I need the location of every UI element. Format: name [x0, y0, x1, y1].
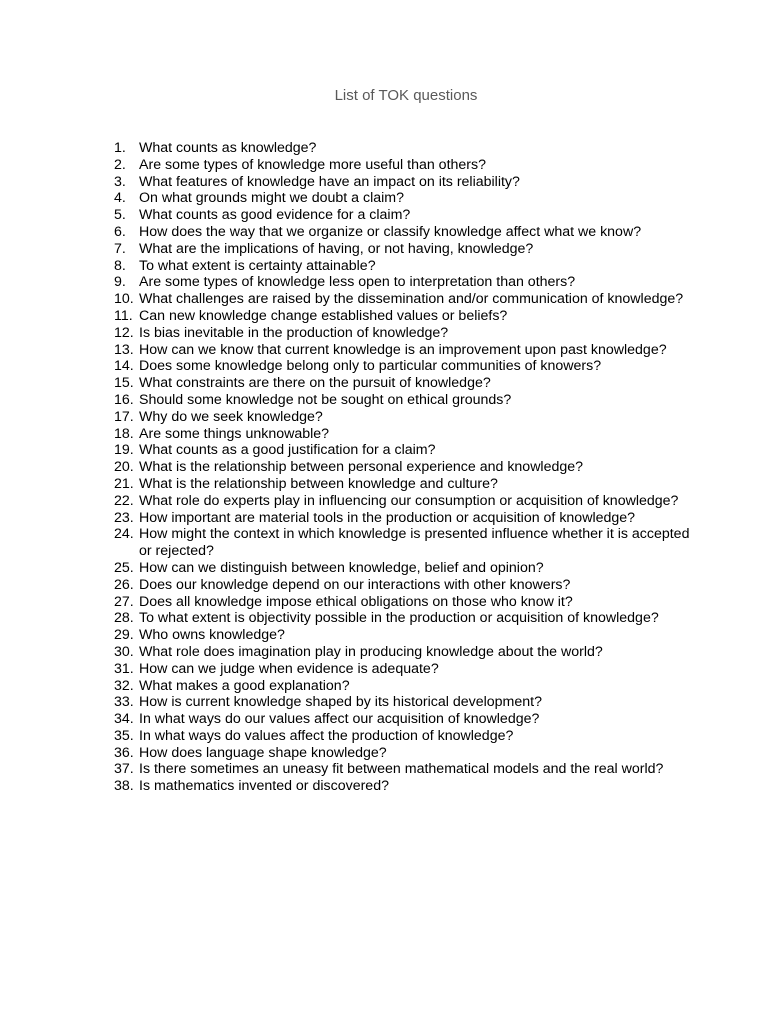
question-text: Are some types of knowledge less open to interpretation than others? — [139, 274, 576, 291]
question-item — [114, 678, 694, 695]
question-item — [114, 745, 694, 762]
question-text: Does our knowledge depend on our interactions with other knowers? — [139, 576, 571, 593]
question-number: 16. — [114, 391, 134, 408]
question-text: Should some knowledge not be sought on ethical grounds? — [139, 391, 512, 408]
question-item — [114, 459, 694, 476]
question-item — [114, 778, 694, 795]
question-text: What is the relationship between knowledge and culture? — [139, 475, 498, 492]
question-item — [114, 308, 694, 325]
question-text: How can we distinguish between knowledge, belief and opinion? — [139, 559, 544, 576]
question-number: 1. — [114, 140, 126, 156]
question-item — [114, 560, 694, 577]
question-text: How can we judge when evidence is adequate? — [139, 660, 439, 677]
question-text: What is the relationship between personal experience and knowledge? — [139, 459, 584, 476]
question-item — [114, 627, 694, 644]
question-number: 2. — [114, 156, 126, 173]
question-text: What challenges are raised by the dissemination and/or communication of knowledge? — [139, 291, 684, 308]
question-number: 31. — [114, 660, 134, 677]
question-number: 22. — [114, 492, 134, 509]
question-number: 5. — [114, 207, 126, 224]
question-item — [114, 291, 694, 308]
question-item — [114, 694, 694, 711]
question-number: 38. — [114, 778, 134, 795]
question-number: 6. — [114, 223, 126, 240]
question-text: What makes a good explanation? — [139, 677, 350, 694]
question-item — [114, 358, 694, 375]
question-text: How might the context in which knowledge is presented influence whether it is accepted or rejected? — [139, 526, 690, 560]
question-number: 32. — [114, 677, 134, 694]
question-text: Who owns knowledge? — [139, 627, 285, 644]
question-text: How can we know that current knowledge is an improvement upon past knowledge? — [139, 341, 667, 358]
question-item — [114, 594, 694, 611]
question-item — [114, 224, 694, 241]
question-item — [114, 190, 694, 207]
question-number: 3. — [114, 173, 126, 190]
question-text: What role do experts play in influencing our consumption or acquisition of knowledge? — [139, 492, 679, 509]
question-number: 28. — [114, 610, 134, 627]
question-text: Why do we seek knowledge? — [139, 408, 323, 425]
question-number: 25. — [114, 559, 134, 576]
question-text: Is there sometimes an uneasy fit between mathematical models and the real world? — [139, 761, 664, 778]
question-text: How does language shape knowledge? — [139, 744, 387, 761]
question-number: 21. — [114, 475, 134, 492]
question-item — [114, 526, 694, 560]
question-item — [114, 325, 694, 342]
question-text: In what ways do values affect the production of knowledge? — [139, 727, 514, 744]
question-number: 23. — [114, 509, 134, 526]
question-number: 29. — [114, 627, 134, 644]
question-item — [114, 342, 694, 359]
question-item — [114, 140, 694, 157]
question-list — [114, 140, 694, 795]
question-item — [114, 711, 694, 728]
question-number: 27. — [114, 593, 134, 610]
question-number: 9. — [114, 274, 126, 291]
question-item — [114, 610, 694, 627]
question-number: 10. — [114, 291, 134, 308]
question-item — [114, 258, 694, 275]
question-item — [114, 274, 694, 291]
question-text: What constraints are there on the pursuit of knowledge? — [139, 375, 491, 392]
question-item — [114, 577, 694, 594]
question-item — [114, 761, 694, 778]
question-text: Are some things unknowable? — [139, 425, 330, 442]
question-item — [114, 241, 694, 258]
question-number: 30. — [114, 643, 134, 660]
question-text: Can new knowledge change established values or beliefs? — [139, 307, 508, 324]
question-number: 24. — [114, 526, 134, 543]
question-item — [114, 409, 694, 426]
question-number: 37. — [114, 761, 134, 778]
question-number: 26. — [114, 576, 134, 593]
question-text: What role does imagination play in producing knowledge about the world? — [139, 643, 603, 660]
question-number: 7. — [114, 240, 126, 257]
question-number: 35. — [114, 727, 134, 744]
question-text: In what ways do our values affect our acquisition of knowledge? — [139, 711, 540, 728]
question-number: 4. — [114, 190, 126, 207]
question-number: 36. — [114, 744, 134, 761]
question-item — [114, 510, 694, 527]
question-text: Is bias inevitable in the production of knowledge? — [139, 324, 449, 341]
question-number: 33. — [114, 694, 134, 711]
question-text: How important are material tools in the production or acquisition of knowledge? — [139, 509, 636, 526]
question-text: What counts as knowledge? — [139, 140, 317, 156]
question-text: What are the implications of having, or not having, knowledge? — [139, 240, 534, 257]
question-number: 13. — [114, 341, 134, 358]
question-item — [114, 375, 694, 392]
question-item — [114, 644, 694, 661]
question-item — [114, 728, 694, 745]
question-item — [114, 493, 694, 510]
question-number: 12. — [114, 324, 134, 341]
question-item — [114, 207, 694, 224]
question-number: 19. — [114, 442, 134, 459]
question-number: 34. — [114, 711, 134, 728]
question-text: To what extent is certainty attainable? — [139, 257, 376, 274]
question-text: Is mathematics invented or discovered? — [139, 778, 389, 795]
question-number: 8. — [114, 257, 126, 274]
question-text: Does all knowledge impose ethical obligations on those who know it? — [139, 593, 573, 610]
question-item — [114, 157, 694, 174]
question-number: 17. — [114, 408, 134, 425]
question-number: 14. — [114, 358, 134, 375]
question-text: What features of knowledge have an impact on its reliability? — [139, 173, 520, 190]
question-text: Does some knowledge belong only to particular communities of knowers? — [139, 358, 602, 375]
question-item — [114, 426, 694, 443]
question-item — [114, 476, 694, 493]
question-text: What counts as good evidence for a claim? — [139, 207, 411, 224]
question-text: How does the way that we organize or classify knowledge affect what we know? — [139, 223, 642, 240]
question-number: 18. — [114, 425, 134, 442]
question-item — [114, 442, 694, 459]
question-text: What counts as a good justification for a claim? — [139, 442, 436, 459]
question-item — [114, 661, 694, 678]
question-text: Are some types of knowledge more useful than others? — [139, 156, 486, 173]
question-text: How is current knowledge shaped by its historical development? — [139, 694, 542, 711]
question-number: 15. — [114, 375, 134, 392]
question-item — [114, 392, 694, 409]
question-text: On what grounds might we doubt a claim? — [139, 190, 404, 207]
question-number: 11. — [114, 307, 133, 324]
question-number: 20. — [114, 459, 134, 476]
document-title: List of TOK questions — [334, 87, 478, 104]
question-text: To what extent is objectivity possible in the production or acquisition of knowledge? — [139, 610, 659, 627]
question-item — [114, 174, 694, 191]
